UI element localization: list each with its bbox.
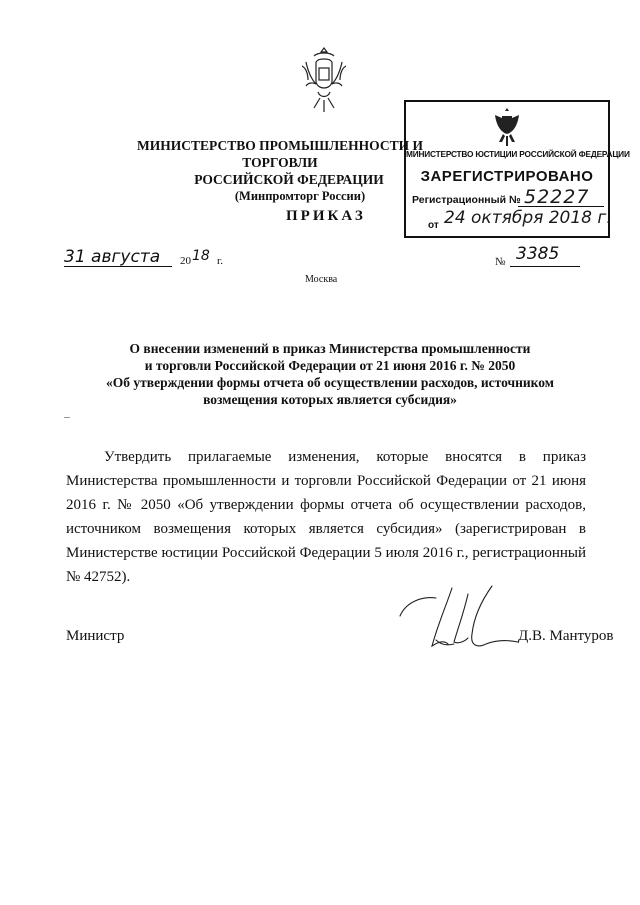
body-paragraph: Утвердить прилагаемые изменения, которые вносятся в приказ Министерства промышленности и торговли Российской Федерации от 21 июня 2016 г. № 2050 «Об утверждении формы отчета об осуществлении расходов, источником возмещения которых является субсидия» (зарегистрирован в Министерстве юстиции Российской Федерации 5 июля 2016 г., регистрационный № 42752). [66,449,586,585]
stamp-ministry: МИНИСТЕРСТВО ЮСТИЦИИ РОССИЙСКОЙ ФЕДЕРАЦИИ [406,149,630,159]
stamp-reg-label: Регистрационный № [412,194,521,206]
number-underline [510,266,580,267]
ministry-header [130,137,430,205]
subject-line: и торговли Российской Федерации от 21 июня 2016 г. № 2050 [144,358,516,373]
subject-line: возмещения которых является субсидия» [203,392,457,407]
stamp-coat-of-arms-icon [490,106,524,148]
signer-name: Д.В. Мантуров [518,628,614,644]
registration-stamp [404,100,630,238]
ministry-short-name: (Минпромторг России) [234,189,366,203]
document-type: ПРИКАЗ [286,208,366,224]
margin-mark [64,417,70,418]
order-body [66,445,586,589]
city: Москва [305,274,338,285]
ministry-country: РОССИЙСКОЙ ФЕДЕРАЦИИ [194,172,384,187]
order-date: 31 августа [64,247,161,267]
stamp-reg-number: 52227 [524,186,590,208]
stamp-date: 24 октября 2018 г. [444,208,612,228]
handwritten-signature [392,580,520,660]
order-year: 18 [192,248,210,264]
order-number-sign: № [495,256,506,268]
stamp-title: ЗАРЕГИСТРИРОВАНО [420,168,594,185]
date-underline [64,266,172,267]
ministry-name: МИНИСТЕРСТВО ПРОМЫШЛЕННОСТИ И ТОРГОВЛИ [137,138,423,170]
signer-position: Министр [66,628,125,644]
subject-line: «Об утверждении формы отчета об осуществлении расходов, источником [106,375,554,390]
order-number: 3385 [516,244,560,264]
subject-line: О внесении изменений в приказ Министерства промышленности [129,341,531,356]
order-subject [80,340,580,408]
coat-of-arms-icon [298,42,350,118]
stamp-date-prefix: от [428,220,439,231]
order-year-prefix: 20 г. [180,255,224,267]
